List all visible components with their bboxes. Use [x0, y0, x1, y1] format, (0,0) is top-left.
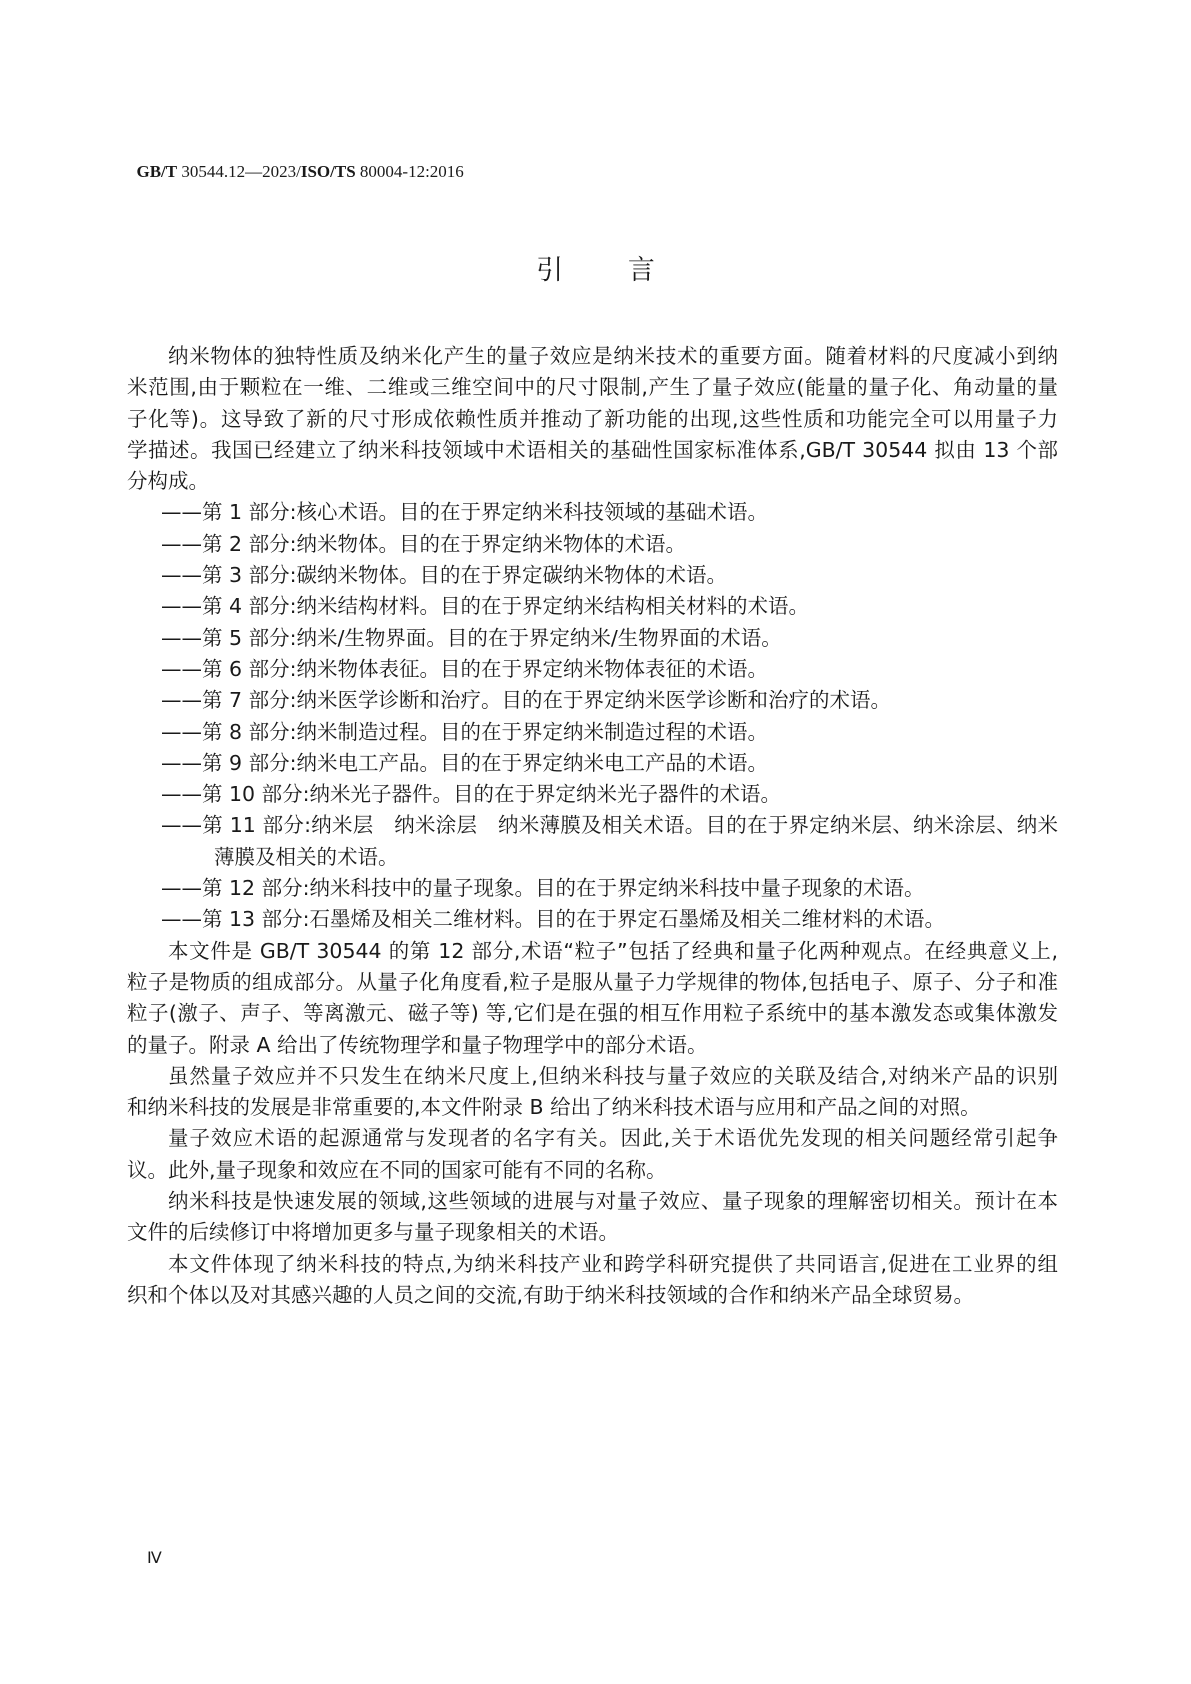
text-line: 本文件体现了纳米科技的特点,为纳米科技产业和跨学科研究提供了共同语言,促进在工业界的组 [168, 1251, 1058, 1276]
paragraph [127, 1123, 1058, 1186]
text-line: 粒子是物质的组成部分。从量子化角度看,粒子是服从量子力学规律的物体,包括电子、原子、分子和准 [127, 969, 1058, 994]
text-line: ——第 7 部分:纳米医学诊断和治疗。目的在于界定纳米医学诊断和治疗的术语。 [161, 688, 891, 713]
text-line: 米范围,由于颗粒在一维、二维或三维空间中的尺寸限制,产生了量子效应(能量的量子化、角动量的量 [127, 375, 1058, 400]
paragraph [127, 1249, 1058, 1312]
paragraph [127, 1061, 1058, 1124]
header-code-part: GB/T [136, 162, 178, 181]
header-code-part: 80004-12:2016 [355, 162, 464, 181]
text-line: ——第 4 部分:纳米结构材料。目的在于界定纳米结构相关材料的术语。 [161, 594, 809, 619]
list-item [127, 810, 1058, 873]
text-line: 议。此外,量子现象和效应在不同的国家可能有不同的名称。 [127, 1157, 667, 1182]
text-line: ——第 11 部分:纳米层 纳米涂层 纳米薄膜及相关术语。目的在于界定纳米层、纳米涂层、纳米 [161, 813, 1058, 838]
header-code-part: 30544.12—2023/ [177, 162, 301, 181]
text-line: 和纳米科技的发展是非常重要的,本文件附录 B 给出了纳米科技术语与应用和产品之间的对照。 [127, 1095, 981, 1120]
text-line: ——第 6 部分:纳米物体表征。目的在于界定纳米物体表征的术语。 [161, 656, 768, 681]
text-line: ——第 1 部分:核心术语。目的在于界定纳米科技领域的基础术语。 [161, 500, 768, 525]
list-item [127, 654, 1058, 685]
text-line: 的量子。附录 A 给出了传统物理学和量子物理学中的部分术语。 [127, 1032, 708, 1057]
text-line: ——第 2 部分:纳米物体。目的在于界定纳米物体的术语。 [161, 531, 686, 556]
document-code-header [128, 142, 464, 182]
list-item [127, 529, 1058, 560]
text-line: 学描述。我国已经建立了纳米科技领域中术语相关的基础性国家标准体系,GB/T 30544 拟由 13 个部 [127, 437, 1058, 462]
text-line: 薄膜及相关的术语。 [214, 844, 399, 869]
section-title: 引言 [536, 255, 720, 286]
header-code-part: ISO/TS [300, 162, 356, 181]
text-line: ——第 10 部分:纳米光子器件。目的在于界定纳米光子器件的术语。 [161, 782, 782, 807]
text-line: ——第 12 部分:纳米科技中的量子现象。目的在于界定纳米科技中量子现象的术语。 [161, 876, 925, 901]
list-item [127, 497, 1058, 528]
list-item [127, 623, 1058, 654]
text-line: 纳米科技是快速发展的领域,这些领域的进展与对量子效应、量子现象的理解密切相关。预计在本 [168, 1189, 1058, 1214]
text-line: ——第 8 部分:纳米制造过程。目的在于界定纳米制造过程的术语。 [161, 719, 768, 744]
list-item [127, 904, 1058, 935]
list-item [127, 748, 1058, 779]
text-line: 量子效应术语的起源通常与发现者的名字有关。因此,关于术语优先发现的相关问题经常引起争 [168, 1126, 1058, 1151]
text-line: 虽然量子效应并不只发生在纳米尺度上,但纳米科技与量子效应的关联及结合,对纳米产品的识别 [168, 1063, 1058, 1088]
list-item [127, 591, 1058, 622]
text-line: ——第 13 部分:石墨烯及相关二维材料。目的在于界定石墨烯及相关二维材料的术语。 [161, 907, 946, 932]
list-item [127, 717, 1058, 748]
text-line: ——第 9 部分:纳米电工产品。目的在于界定纳米电工产品的术语。 [161, 750, 768, 775]
text-line: 织和个体以及对其感兴趣的人员之间的交流,有助于纳米科技领域的合作和纳米产品全球贸易。 [127, 1282, 975, 1307]
text-line: 分构成。 [127, 469, 209, 494]
paragraph [127, 936, 1058, 1061]
text-line: 粒子(激子、声子、等离激元、磁子等) 等,它们是在强的相互作用粒子系统中的基本激发态或集体激发 [127, 1001, 1058, 1026]
list-item [127, 685, 1058, 716]
paragraph [127, 341, 1058, 497]
text-line: 纳米物体的独特性质及纳米化产生的量子效应是纳米技术的重要方面。随着材料的尺度减小到纳 [168, 344, 1058, 368]
paragraph [127, 1186, 1058, 1249]
text-line: 本文件是 GB/T 30544 的第 12 部分,术语“粒子”包括了经典和量子化两种观点。在经典意义上, [168, 938, 1058, 963]
document-body [127, 341, 1058, 1311]
text-line: ——第 3 部分:碳纳米物体。目的在于界定碳纳米物体的术语。 [161, 563, 727, 588]
text-line: 子化等)。这导致了新的尺寸形成依赖性质并推动了新功能的出现,这些性质和功能完全可以用量子力 [127, 406, 1058, 431]
list-item [127, 779, 1058, 810]
list-item [127, 560, 1058, 591]
page-number: Ⅳ [147, 1550, 162, 1567]
text-line: ——第 5 部分:纳米/生物界面。目的在于界定纳米/生物界面的术语。 [161, 625, 782, 650]
text-line: 文件的后续修订中将增加更多与量子现象相关的术语。 [127, 1220, 619, 1245]
list-item [127, 873, 1058, 904]
